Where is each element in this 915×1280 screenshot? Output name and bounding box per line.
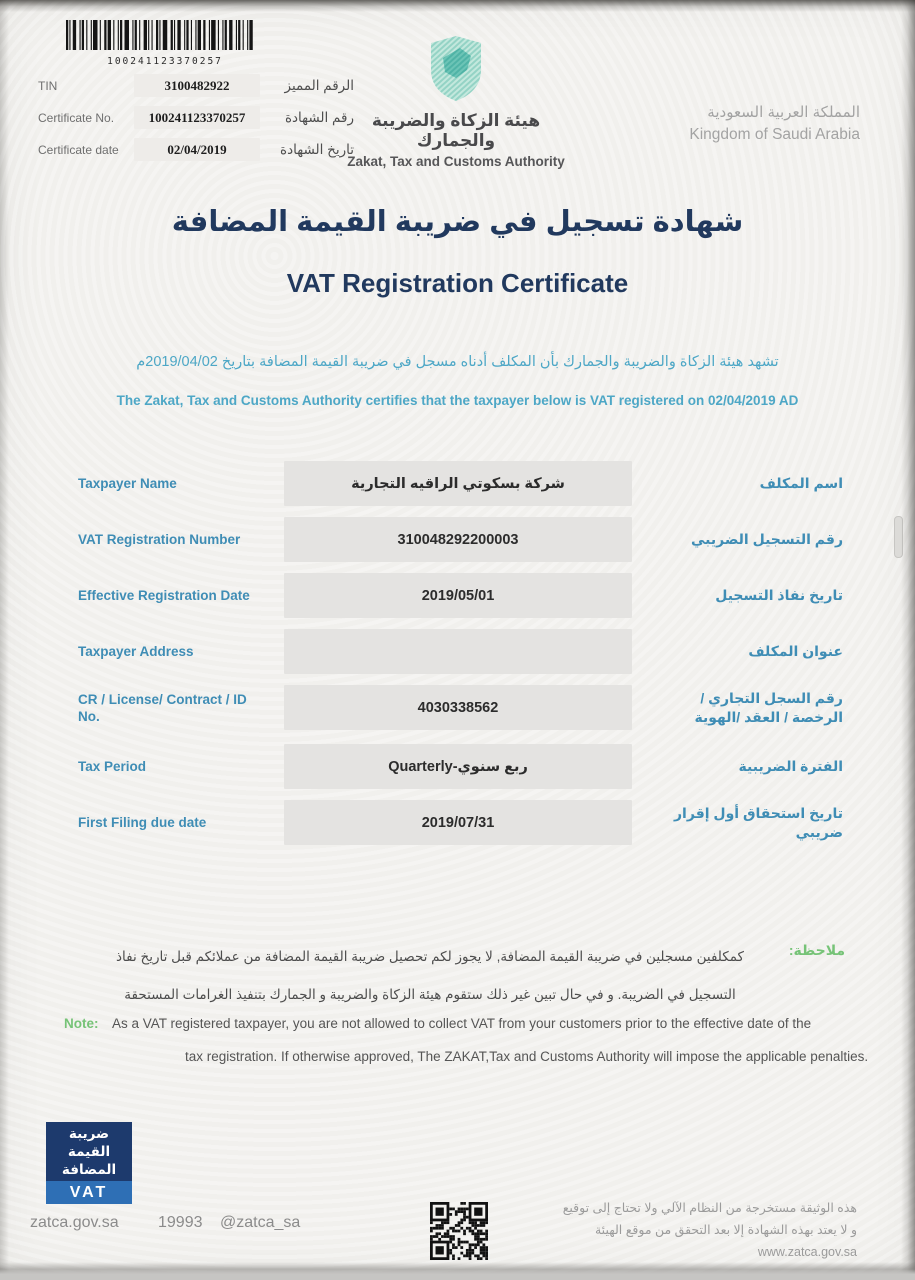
page-title-en: VAT Registration Certificate (286, 268, 629, 298)
vat-logo-arabic-line1: ضريبة (68, 1126, 110, 1141)
field-row-effective-date (0, 573, 915, 618)
authority-name-en: Zakat, Tax and Customs Authority (347, 154, 565, 169)
vat-logo (46, 1122, 132, 1204)
certification-statement-en: The Zakat, Tax and Customs Authority certifies that the taxpayer below is VAT registered on 02/04/2019 AD (116, 393, 799, 408)
note-text-en-line2: tax registration. If otherwise approved, The ZAKAT,Tax and Customs Authority will impose the applicable penalties. (185, 1049, 869, 1064)
country-block (689, 103, 860, 144)
vat-logo-vat-text: VAT (46, 1181, 132, 1204)
effective-date-label-ar: تاريخ نفاذ التسجيل (715, 587, 843, 603)
footer-social-handle: @zatca_sa (220, 1214, 301, 1231)
disclaimer-line2: و لا يعتد بهذه الشهادة إلا بعد التحقق من موقع الهيئة (594, 1223, 857, 1237)
cr-number-value: 4030338562 (284, 685, 632, 730)
tax-period-label-en: Tax Period (78, 759, 147, 774)
cr-number-label-en: CR / License/ Contract / ID No. (78, 691, 247, 724)
vat-logo-arabic-line3: المضافة (61, 1162, 117, 1177)
certificate-no-label-en: Certificate No. (38, 110, 115, 125)
country-name-ar: المملكة العربية السعودية (707, 104, 860, 121)
photo-edge-artifact (894, 516, 903, 558)
qr-code-icon (430, 1202, 488, 1260)
barcode-icon (66, 20, 264, 50)
vat-number-value: 310048292200003 (284, 517, 632, 562)
taxpayer-name-value: شركة بسكوتي الراقيه التجارية (284, 461, 632, 506)
field-row-vat-number (0, 517, 915, 562)
certificate-meta (38, 74, 356, 161)
photo-edge-top (0, 0, 915, 12)
certificate-no-label-ar: رقم الشهادة (284, 109, 354, 125)
photo-edge-bottom (0, 1262, 915, 1280)
taxpayer-name-label-en: Taxpayer Name (78, 476, 177, 491)
first-filing-value: 2019/07/31 (284, 800, 632, 845)
field-row-tax-period (0, 744, 915, 789)
tin-label-en: TIN (38, 78, 58, 93)
tax-period-label-ar: الفترة الضريبية (738, 758, 843, 774)
taxpayer-address-label-en: Taxpayer Address (78, 644, 194, 659)
field-row-taxpayer-address (0, 629, 915, 674)
disclaimer-url: www.zatca.gov.sa (757, 1245, 857, 1259)
vat-number-label-ar: رقم التسجيل الضريبي (691, 531, 843, 547)
zatca-shield-icon (426, 34, 486, 107)
taxpayer-address-label-ar: عنوان المكلف (748, 643, 843, 659)
note-label-en: Note: (64, 1016, 99, 1031)
authority-header (332, 34, 580, 169)
first-filing-label-ar: تاريخ استحقاق أول إقرار ضريبي (674, 804, 843, 840)
vat-logo-arabic (46, 1122, 132, 1181)
vat-logo-arabic-line2: القيمة (67, 1144, 111, 1159)
first-filing-label-en: First Filing due date (78, 815, 207, 830)
disclaimer-line1: هذه الوثيقة مستخرجة من النظام الآلي ولا تحتاج إلى توقيع (562, 1201, 857, 1215)
certificate-no-value: 100241123370257 (134, 106, 260, 129)
footer-disclaimer (563, 1197, 857, 1263)
taxpayer-name-label-ar: اسم المكلف (759, 475, 843, 491)
certification-statement-ar: تشهد هيئة الزكاة والضريبة والجمارك بأن المكلف أدناه مسجل في ضريبة القيمة المضافة بتاريخ 2019/04/02م (136, 354, 779, 370)
effective-date-value: 2019/05/01 (284, 573, 632, 618)
cr-number-label-ar: رقم السجل التجاري / الرخصة / العقد /الهوية (694, 689, 843, 725)
note-text-ar-line1: كمكلفين مسجلين في ضريبة القيمة المضافة, لا يجوز لكم تحصيل ضريبة القيمة المضافة من عملائكم قبل تاريخ نفاذ (116, 949, 744, 964)
note-text-ar (85, 938, 775, 1014)
note-label-ar: ملاحظة: (788, 942, 845, 958)
effective-date-label-en: Effective Registration Date (78, 588, 250, 603)
tin-label-ar: الرقم المميز (284, 77, 354, 93)
field-row-cr-number (0, 685, 915, 730)
field-row-taxpayer-name (0, 461, 915, 506)
barcode (66, 20, 264, 67)
page-title-ar: شهادة تسجيل في ضريبة القيمة المضافة (171, 206, 744, 238)
certificate-date-label-en: Certificate date (38, 142, 119, 157)
note-text-ar-line2: التسجيل في الضريبة. و في حال تبين غير ذلك ستقوم هيئة الزكاة والضريبة و الجمارك بتنفيذ الغرامات المستحقة (124, 987, 736, 1002)
field-row-first-filing (0, 800, 915, 845)
authority-name-ar: هيئة الزكاة والضريبة والجمارك (371, 111, 541, 150)
footer-phone: 19993 (158, 1214, 203, 1231)
certificate-date-label-ar: تاريخ الشهادة (280, 141, 354, 157)
certificate-date-value: 02/04/2019 (134, 138, 260, 161)
tax-period-value: ربع سنوي-Quarterly (284, 744, 632, 789)
barcode-number: 100241123370257 (107, 56, 223, 67)
tin-value: 3100482922 (134, 74, 260, 97)
vat-number-label-en: VAT Registration Number (78, 532, 241, 547)
taxpayer-address-value (284, 629, 632, 674)
country-name-en: Kingdom of Saudi Arabia (689, 126, 860, 143)
note-text-en-line1: As a VAT registered taxpayer, you are not allowed to collect VAT from your customers prior to the effective date of the (112, 1016, 812, 1031)
footer-website: zatca.gov.sa (30, 1214, 119, 1231)
